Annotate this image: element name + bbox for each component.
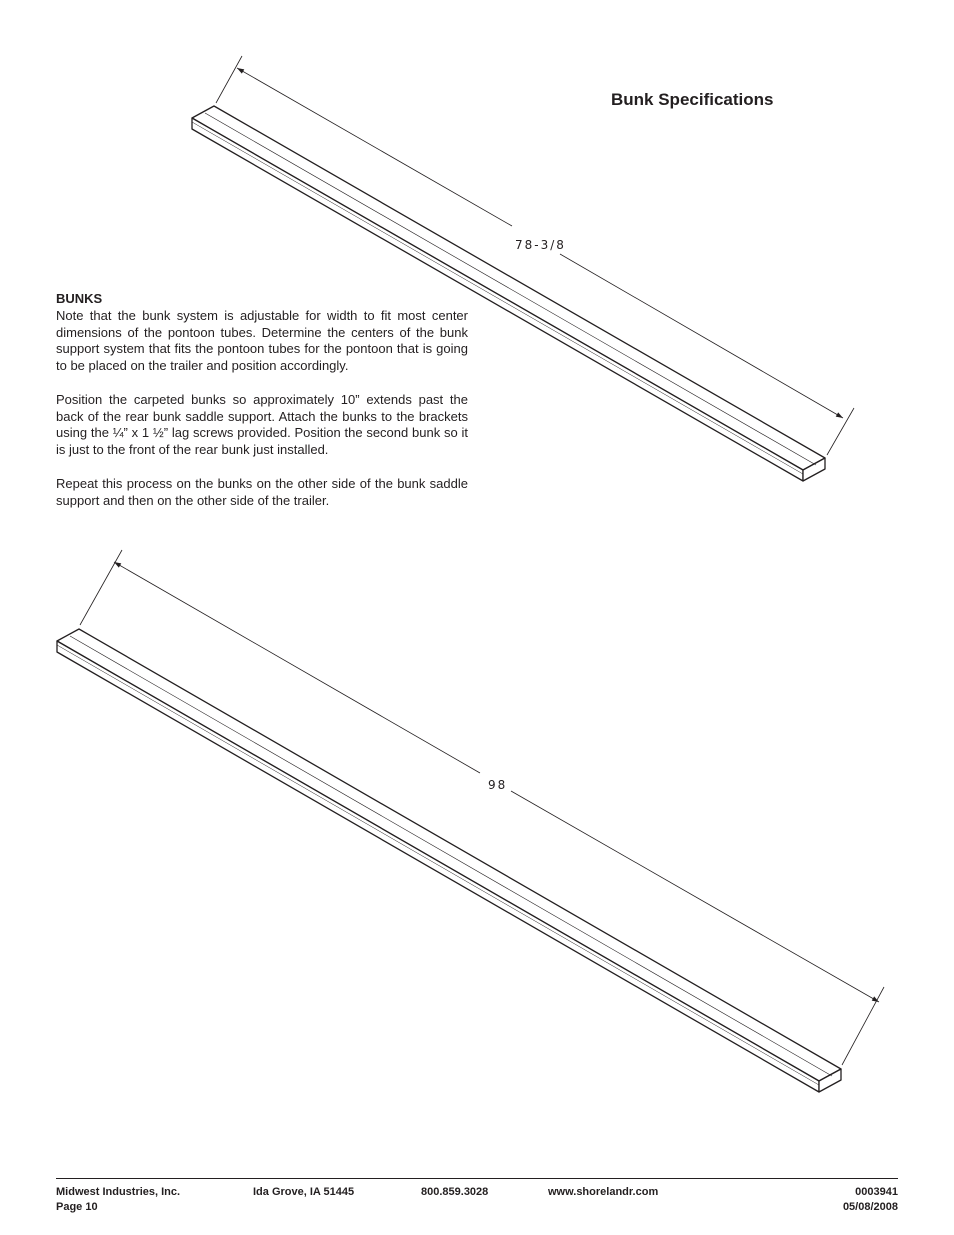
bunks-paragraph-1: Note that the bunk system is adjustable for width to fit most center dimensions of the pontoon tubes. Determine the centers of the bunk support system that fits the pontoon tubes for the pontoon that is going to be placed on the trailer and position accordingly.: [56, 307, 468, 374]
long-bunk-dimension-line-b: [511, 791, 879, 1002]
footer-location: Ida Grove, IA 51445: [253, 1186, 355, 1198]
long-bunk-groove-line: [57, 645, 819, 1085]
footer-company: Midwest Industries, Inc.: [56, 1186, 181, 1198]
footer-divider: [56, 1178, 898, 1179]
bunks-paragraph-2: Position the carpeted bunks so approximately 10” extends past the back of the rear bunk saddle support. Attach the bunks to the brackets using the ¼” x 1 ½” lag screws provided. Position the second bunk so it is just to the front of the rear bunk just installed.: [56, 391, 468, 458]
footer-doc-block: [843, 1185, 898, 1215]
short-bunk-groove-line: [192, 122, 803, 474]
long-bunk-edge-line: [70, 636, 832, 1076]
footer-website: www.shorelandr.com: [548, 1186, 659, 1198]
short-bunk-extension-line-right: [827, 408, 854, 455]
short-bunk-drawing: [192, 56, 854, 481]
short-bunk-front-face: [192, 118, 803, 481]
bunks-paragraph-3: Repeat this process on the bunks on the other side of the bunk saddle support and then on the other side of the trailer.: [56, 475, 468, 508]
footer-page-number: Page 10: [56, 1201, 98, 1213]
short-bunk-extension-line-left: [216, 56, 242, 103]
footer-phone: 800.859.3028: [421, 1186, 489, 1198]
short-bunk-dimension-label: 78-3/8: [515, 238, 566, 252]
short-bunk-edge-line: [205, 113, 816, 465]
page-title: Bunk Specifications: [611, 90, 774, 109]
long-bunk-dimension-line-a: [114, 562, 480, 773]
long-bunk-dimension-label: 98: [488, 778, 508, 792]
long-bunk-front-face: [57, 641, 819, 1092]
bunks-heading: BUNKS: [56, 291, 103, 306]
footer-doc-number: 0003941: [855, 1186, 898, 1198]
long-bunk-extension-line-right: [842, 987, 884, 1065]
footer-company-block: [56, 1185, 180, 1215]
long-bunk-extension-line-left: [80, 550, 122, 625]
long-bunk-drawing: [57, 550, 884, 1092]
footer-date: 05/08/2008: [842, 1201, 898, 1213]
